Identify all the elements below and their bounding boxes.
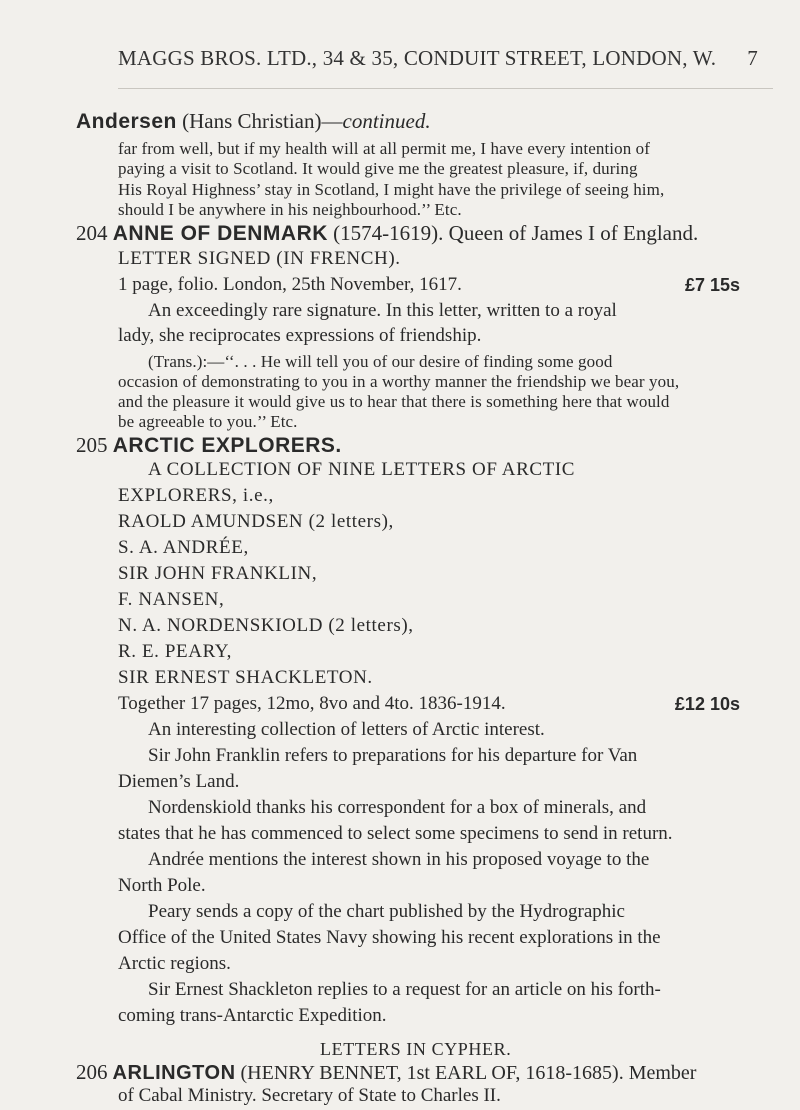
lot-name: ARLINGTON [112, 1062, 236, 1084]
lot-205-desc: coming trans-Antarctic Expedition. [118, 1005, 387, 1026]
lot-204-quote: be agreeable to you.’’ Etc. [118, 412, 298, 431]
lot-204-heading [76, 221, 698, 246]
lot-205-title-line: EXPLORERS, i.e., [118, 485, 274, 506]
lot-205-title-line: A COLLECTION OF NINE LETTERS OF ARCTIC [148, 459, 576, 480]
lot-206-heading [76, 1060, 696, 1085]
lot-number: 206 [76, 1060, 108, 1084]
lot-heading-rest: (1574-1619). Queen of James I of England. [333, 221, 699, 245]
lot-name: ANNE OF DENMARK [112, 222, 328, 245]
lot-205-desc: Peary sends a copy of the chart published by the Hydrographic [148, 901, 625, 922]
lot-204-desc: lady, she reciprocates expressions of friendship. [118, 325, 482, 346]
lot-number: 204 [76, 221, 108, 245]
lot-205-title-line: SIR ERNEST SHACKLETON. [118, 667, 373, 688]
page-number: 7 [747, 46, 758, 70]
lot-204-quote: (Trans.):—‘‘. . . He will tell you of our desire of finding some good [148, 352, 613, 371]
lot-204-details: 1 page, folio. London, 25th November, 1617. [118, 274, 462, 295]
lot-205-title-line: SIR JOHN FRANKLIN, [118, 563, 318, 584]
andersen-sub: (Hans Christian)— [182, 109, 343, 133]
lot-205-title-line: N. A. NORDENSKIOLD (2 letters), [118, 615, 414, 636]
andersen-line: far from well, but if my health will at all permit me, I have every intention of [118, 139, 651, 158]
andersen-heading [76, 109, 431, 134]
lot-number: 205 [76, 433, 108, 457]
publisher-line: MAGGS BROS. LTD., 34 & 35, CONDUIT STREET, LONDON, W. [118, 46, 717, 70]
lot-205-desc: Andrée mentions the interest shown in his proposed voyage to the [148, 849, 650, 870]
lot-205-desc: Sir Ernest Shackleton replies to a request for an article on his forth- [148, 979, 661, 1000]
andersen-name: Andersen [76, 110, 177, 133]
lot-205-title-line: R. E. PEARY, [118, 641, 233, 662]
lot-heading-rest: (HENRY BENNET, 1st EARL OF, 1618-1685). Member [240, 1062, 697, 1084]
lot-205-desc: Diemen’s Land. [118, 771, 240, 792]
lot-204-quote: and the pleasure it would give us to hear that there is something here that would [118, 392, 670, 411]
andersen-line: paying a visit to Scotland. It would give me the greatest pleasure, if, during [118, 159, 638, 178]
lot-205-heading [76, 433, 342, 458]
andersen-line: His Royal Highness’ stay in Scotland, I might have the privilege of seeing him, [118, 180, 665, 199]
lot-205-desc: North Pole. [118, 875, 206, 896]
lot-name: ARCTIC EXPLORERS. [112, 434, 342, 457]
lot-205-price: £12 10s [674, 694, 740, 714]
lot-206-line: of Cabal Ministry. Secretary of State to Charles II. [118, 1085, 501, 1106]
andersen-continued: continued. [342, 109, 431, 133]
header-rule [118, 88, 773, 89]
running-header [118, 46, 758, 71]
lot-205-desc: Office of the United States Navy showing his recent explorations in the [118, 927, 661, 948]
lot-204-quote: occasion of demonstrating to you in a worthy manner the friendship we bear you, [118, 372, 680, 391]
cypher-heading: LETTERS IN CYPHER. [320, 1039, 512, 1059]
lot-205-desc: Arctic regions. [118, 953, 231, 974]
lot-204-desc: An exceedingly rare signature. In this letter, written to a royal [148, 300, 617, 321]
lot-205-desc: Nordenskiold thanks his correspondent for a box of minerals, and [148, 797, 647, 818]
lot-204-price: £7 15s [684, 275, 740, 295]
lot-205-desc: An interesting collection of letters of Arctic interest. [148, 719, 545, 740]
lot-205-title-line: S. A. ANDRÉE, [118, 537, 249, 558]
lot-204-title: LETTER SIGNED (IN FRENCH). [118, 248, 401, 269]
lot-205-title-line: F. NANSEN, [118, 589, 225, 610]
lot-205-title-line: RAOLD AMUNDSEN (2 letters), [118, 511, 394, 532]
lot-205-desc: Sir John Franklin refers to preparations for his departure for Van [148, 745, 638, 766]
lot-205-desc: states that he has commenced to select some specimens to send in return. [118, 823, 673, 844]
lot-205-details: Together 17 pages, 12mo, 8vo and 4to. 1836-1914. [118, 693, 506, 714]
andersen-line: should I be anywhere in his neighbourhood.’’ Etc. [118, 200, 462, 219]
